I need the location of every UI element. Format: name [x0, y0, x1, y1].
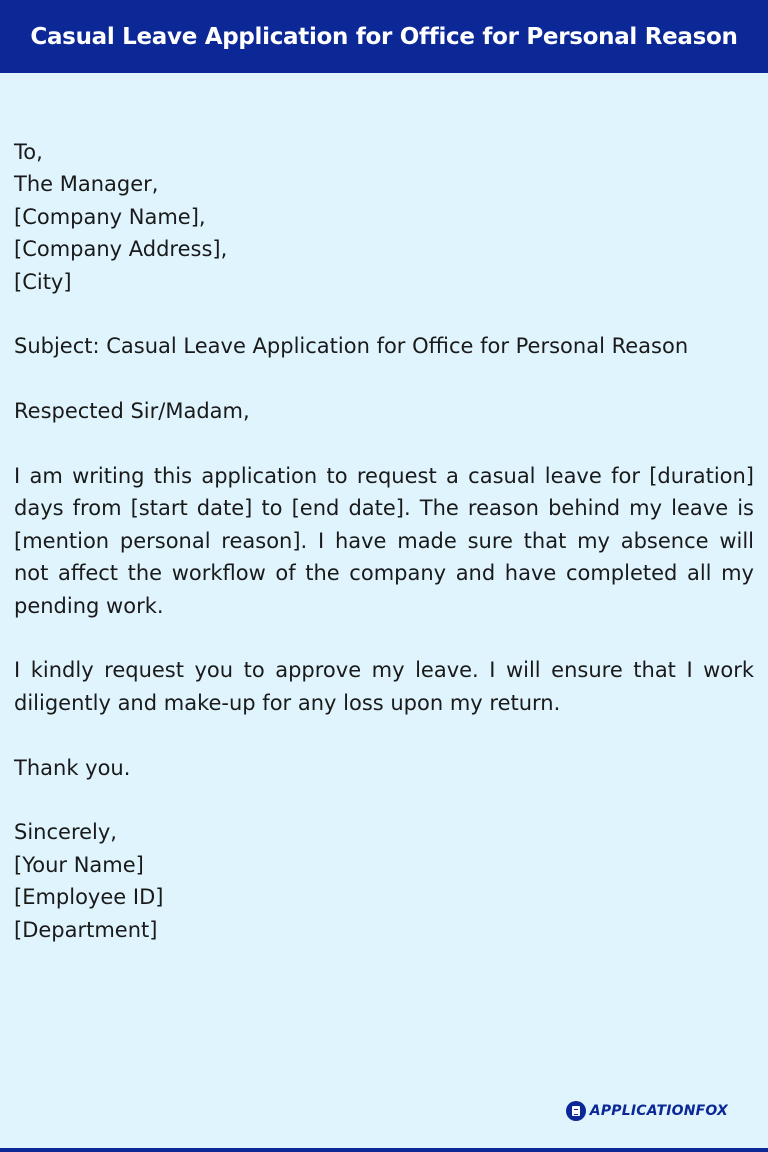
body-paragraph-2: I kindly request you to approve my leave. I will ensure that I work diligently and make-up for any loss upon my return.: [14, 658, 754, 715]
address-to: To,: [14, 140, 43, 164]
brand-name: APPLICATIONFOX: [589, 1103, 728, 1119]
page-title: Casual Leave Application for Office for Personal Reason: [30, 23, 738, 50]
closing: Sincerely,: [14, 820, 117, 845]
company-address: [Company Address],: [14, 237, 228, 262]
subject-line: Subject: Casual Leave Application for Office for Personal Reason: [14, 334, 689, 359]
page-header: [0, 0, 768, 73]
company-name: [Company Name],: [14, 204, 206, 229]
bottom-border: [0, 1148, 768, 1152]
letter-body: [14, 136, 754, 946]
city: [City]: [14, 269, 72, 294]
body-paragraph-1: I am writing this application to request a casual leave for [duration] days from [start date] to [end date]. The reason behind my leave is [mention personal reason]. I have made sure that my absence will not affect the workflow of the company and have completed all my pending work.: [14, 464, 754, 618]
signature-department: [Department]: [14, 917, 158, 942]
salutation: Respected Sir/Madam,: [14, 399, 250, 424]
thanks-line: Thank you.: [14, 755, 131, 780]
document-icon: [566, 1101, 586, 1121]
recipient-title: The Manager,: [14, 172, 159, 197]
signature-employee-id: [Employee ID]: [14, 885, 164, 910]
signature-name: [Your Name]: [14, 852, 144, 877]
brand-logo: [566, 1101, 728, 1121]
